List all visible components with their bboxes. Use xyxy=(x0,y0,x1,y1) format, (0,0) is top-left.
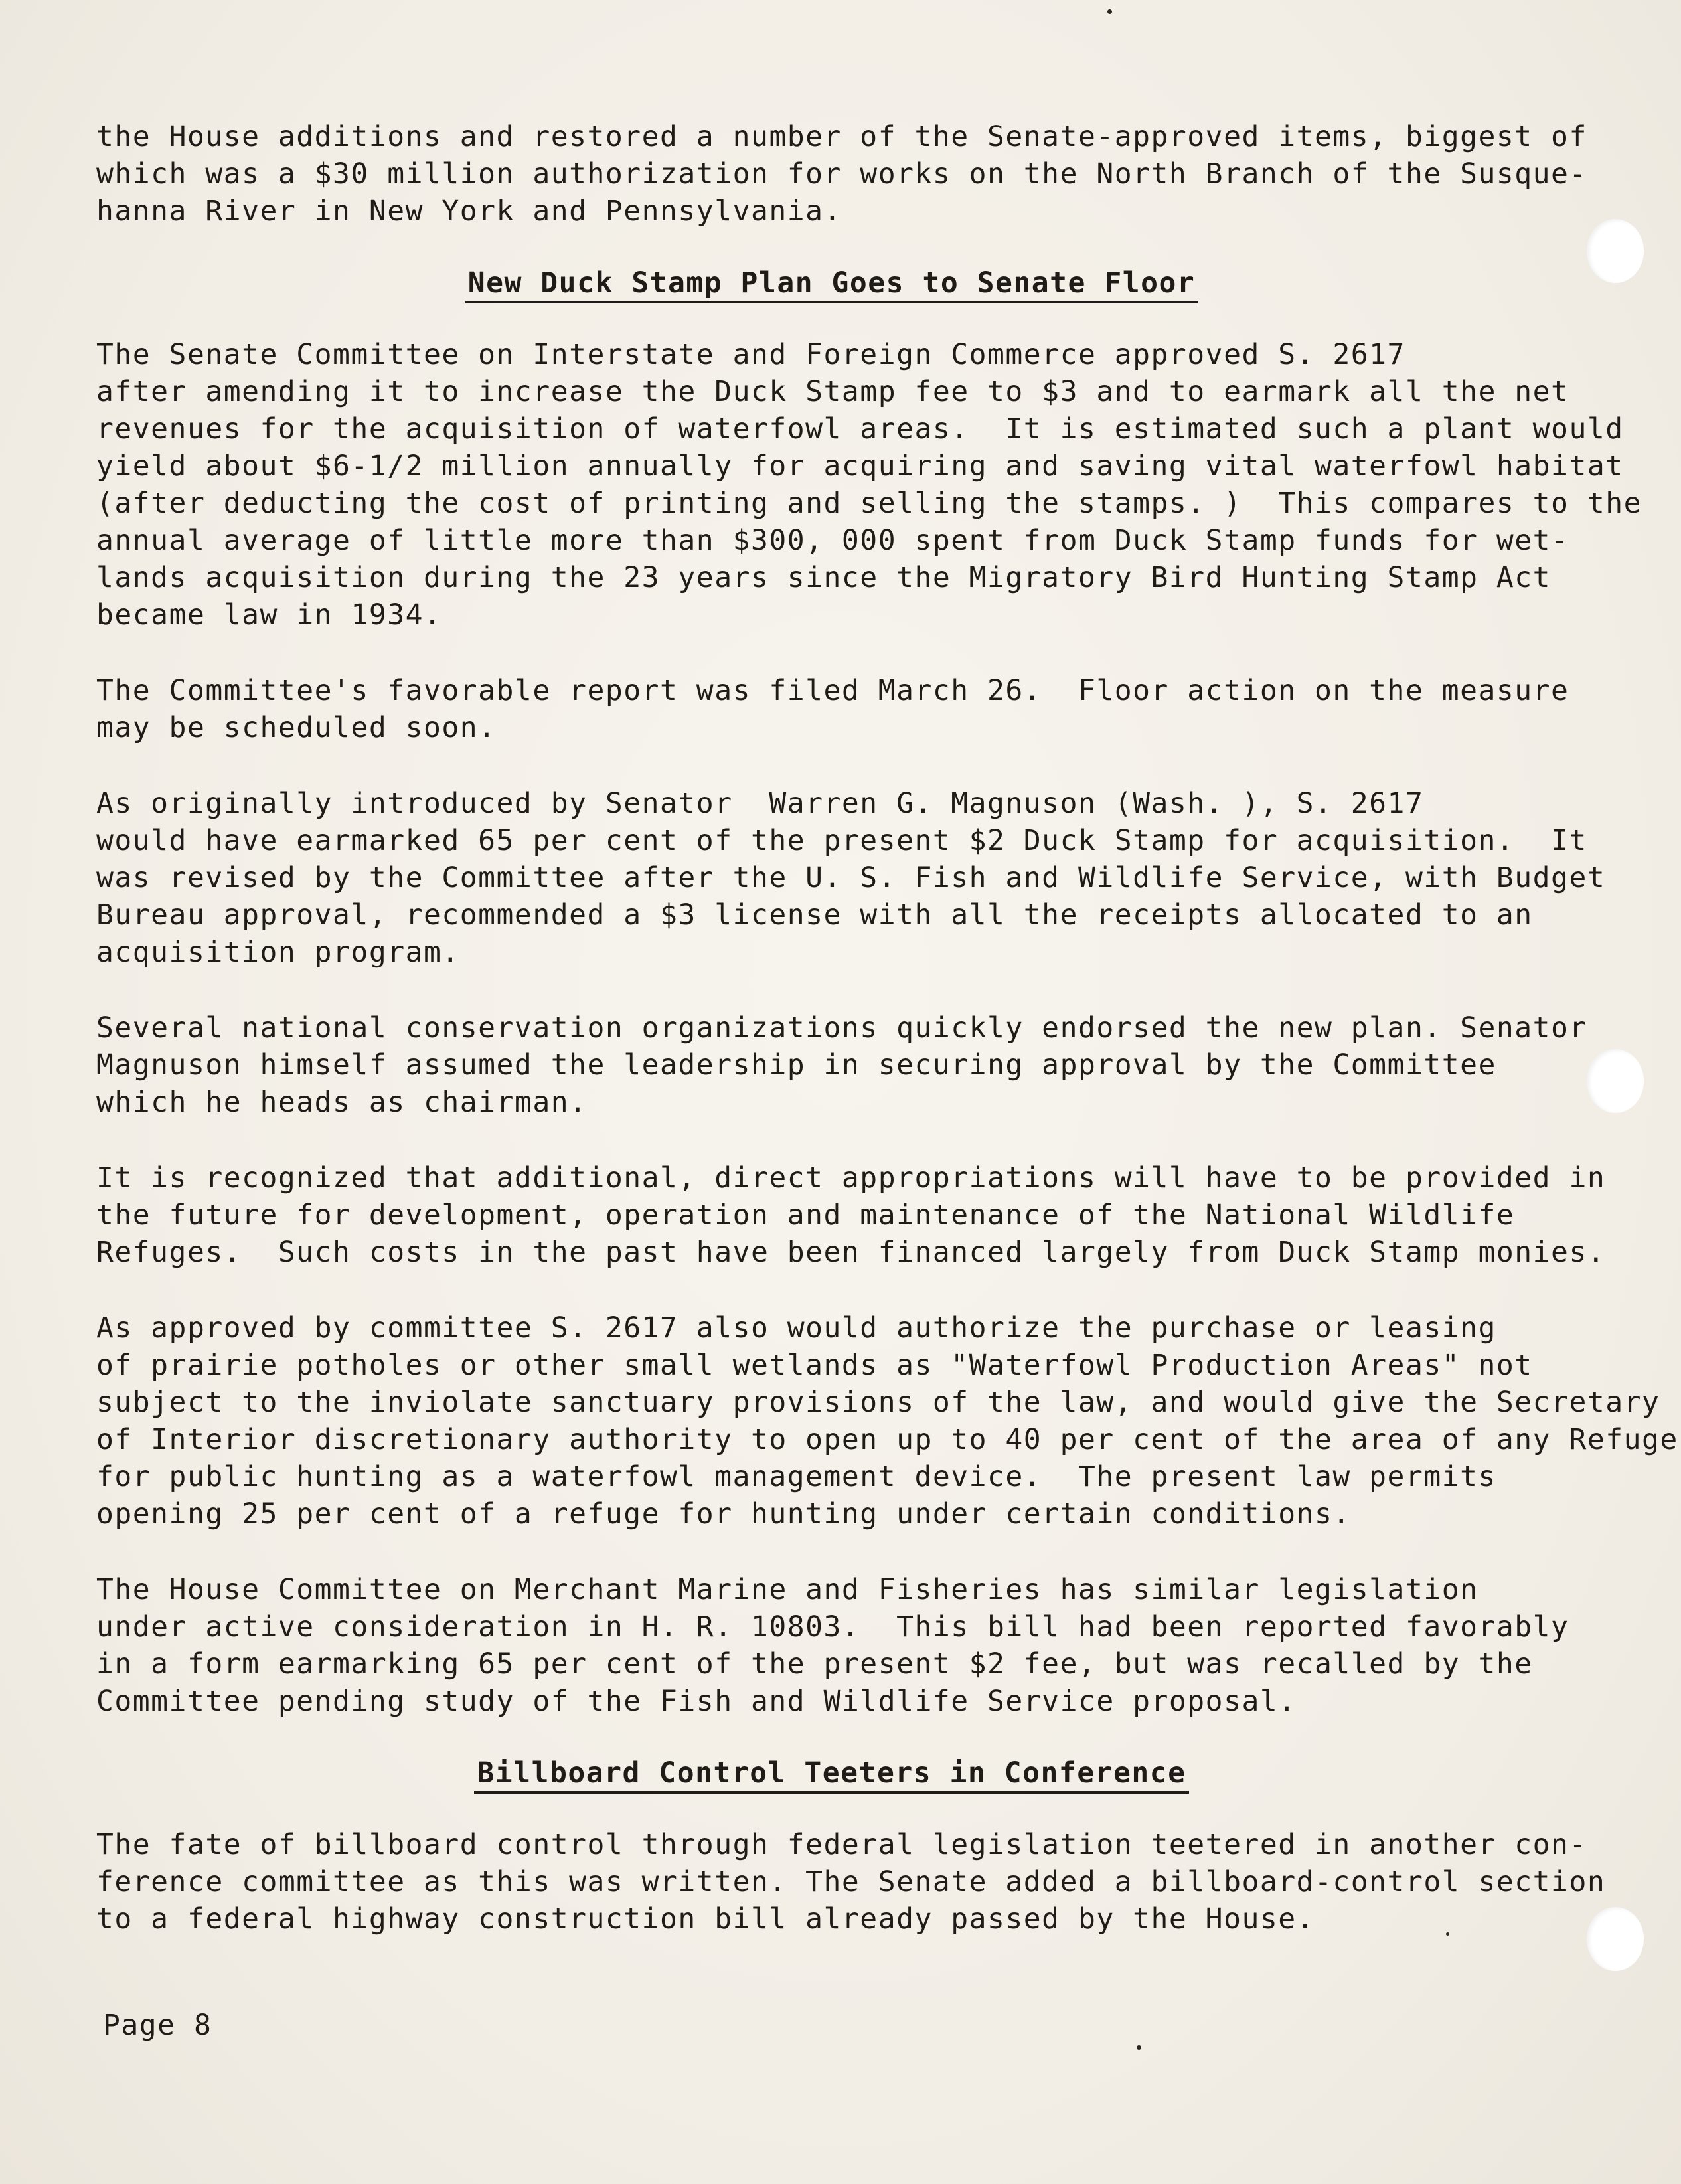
article-body xyxy=(96,118,1678,1938)
continuation-paragraph: the House additions and restored a number of the Senate-approved items, biggest of which was a $30 million authorization for works on the North Branch of the Susque- hanna River in New York and Pennsylvania. xyxy=(96,120,1587,228)
body-paragraph: The Senate Committee on Interstate and Foreign Commerce approved S. 2617 after amending it to increase the Duck Stamp fee to $3 and to earmark all the net revenues for the acquisition of waterfowl areas. It is estimated such a plant would yield about $6-1/2 million annually for acquiring and saving vital waterfowl habitat (after deducting the cost of printing and selling the stamps. ) This compares to the annual average of little more than $300, 000 spent from Duck Stamp funds for wet- lands acquisition during the 23 years since the Migratory Bird Hunting Stamp Act became law in 1934. xyxy=(96,338,1642,631)
body-paragraph: It is recognized that additional, direct appropriations will have to be provided in the future for development, operation and maintenance of the National Wildlife Refuges. Such costs in the past have been financed largely from Duck Stamp monies. xyxy=(96,1161,1606,1269)
body-paragraph: The House Committee on Merchant Marine and Fisheries has similar legislation under active consideration in H. R. 10803. This bill had been reported favorably in a form earmarking 65 per cent of the present $2 fee, but was recalled by the Committee pending study of the Fish and Wildlife Service proposal. xyxy=(96,1573,1569,1718)
punch-hole xyxy=(1587,1049,1644,1113)
body-paragraph: The Committee's favorable report was filed March 26. Floor action on the measure may be scheduled soon. xyxy=(96,674,1569,744)
punch-hole xyxy=(1587,1907,1644,1971)
body-paragraph: As originally introduced by Senator Warren G. Magnuson (Wash. ), S. 2617 would have earmarked 65 per cent of the present $2 Duck Stamp for acquisition. It was revised by the Committee after the U. S. Fish and Wildlife Service, with Budget Bureau approval, recommended a $3 license with all the receipts allocated to an acquisition program. xyxy=(96,787,1606,969)
paper-speck xyxy=(1107,9,1112,14)
body-paragraph: Several national conservation organizations quickly endorsed the new plan. Senator Magnuson himself assumed the leadership in securing approval by the Committee which he heads as chairman. xyxy=(96,1011,1587,1119)
body-paragraph: As approved by committee S. 2617 also would authorize the purchase or leasing of prairie potholes or other small wetlands as "Waterfowl Production Areas" not subject to the inviolate sanctuary provisions of the law, and would give the Secretary of Interior discretionary authority to open up to 40 per cent of the area of any Refuge for public hunting as a waterfowl management device. The present law permits opening 25 per cent of a refuge for hunting under certain conditions. xyxy=(96,1311,1678,1531)
punch-hole xyxy=(1587,219,1644,283)
paper-speck xyxy=(1137,2045,1141,2050)
page-number: Page 8 xyxy=(103,2009,212,2042)
section-heading-duck-stamp: New Duck Stamp Plan Goes to Senate Floor xyxy=(96,264,1567,301)
body-paragraph: The fate of billboard control through federal legislation teetered in another con- ference committee as this was written. The Senate added a billboard-control section to a federal highway construction bill already passed by the House. xyxy=(96,1828,1606,1936)
section-heading-billboard-control: Billboard Control Teeters in Conference xyxy=(96,1754,1567,1792)
